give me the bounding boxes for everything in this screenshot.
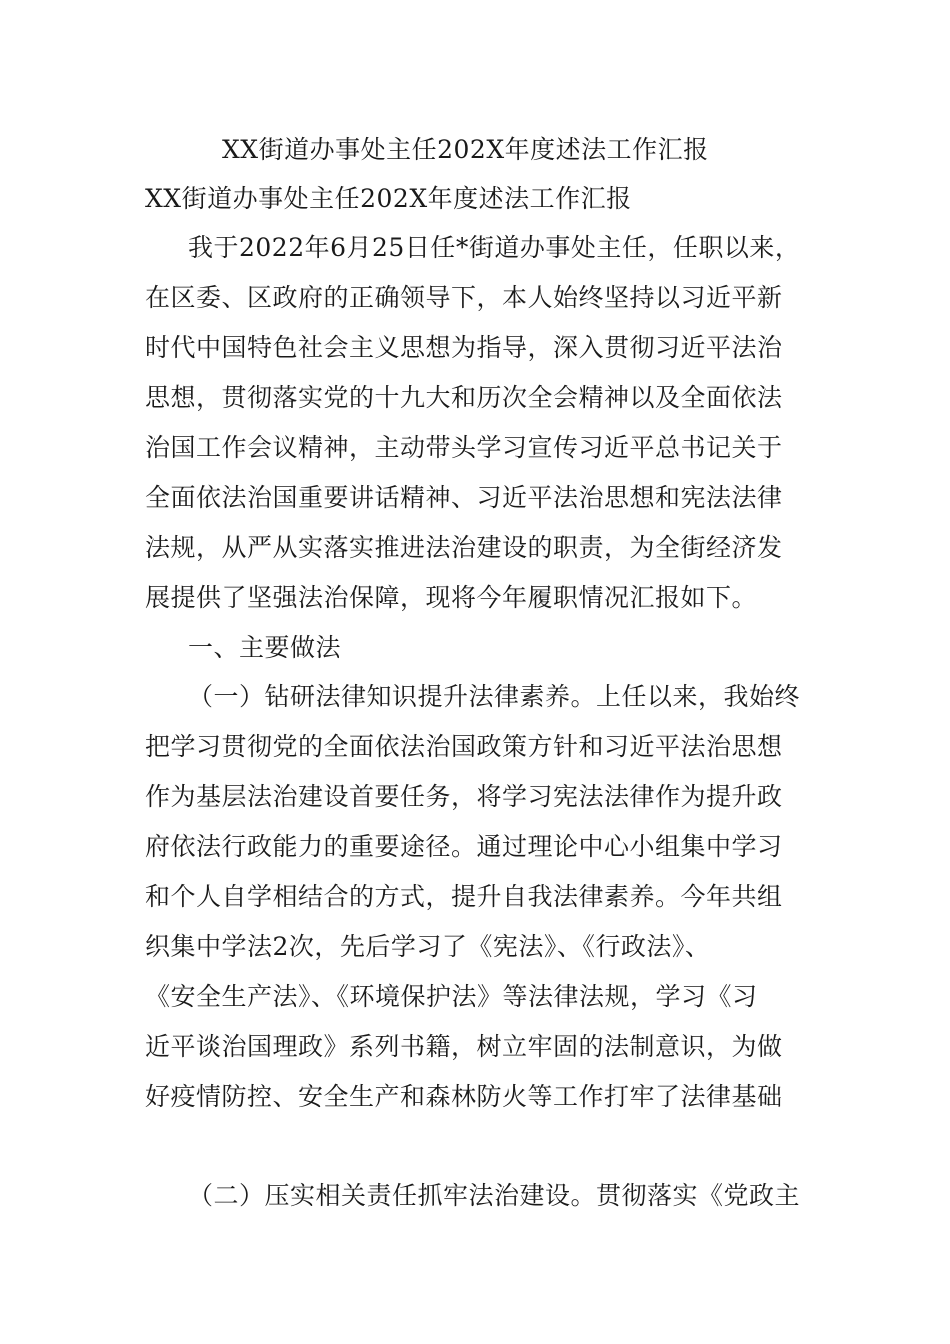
paragraph-line: 治国工作会议精神，主动带头学习宣传习近平总书记关于 (145, 433, 783, 462)
paragraph-line: 好疫情防控、安全生产和森林防火等工作打牢了法律基础 (145, 1082, 783, 1111)
paragraph-line: 在区委、区政府的正确领导下，本人始终坚持以习近平新 (145, 283, 783, 312)
paragraph-line: （一）钻研法律知识提升法律素养。上任以来，我始终 (188, 682, 801, 711)
paragraph-line: 思想，贯彻落实党的十九大和历次全会精神以及全面依法 (145, 383, 783, 412)
paragraph-line: 法规，从严从实落实推进法治建设的职责，为全街经济发 (145, 533, 783, 562)
paragraph-line: 时代中国特色社会主义思想为指导，深入贯彻习近平法治 (145, 333, 783, 362)
paragraph-line: 展提供了坚强法治保障，现将今年履职情况汇报如下。 (145, 583, 758, 612)
paragraph-line: 和个人自学相结合的方式，提升自我法律素养。今年共组 (145, 882, 783, 911)
paragraph-line: （二）压实相关责任抓牢法治建设。贯彻落实《党政主 (188, 1181, 801, 1210)
section-heading: 一、主要做法 (188, 633, 342, 662)
document-title: XX街道办事处主任202X年度述法工作汇报 (222, 135, 709, 164)
paragraph-line: 近平谈治国理政》系列书籍，树立牢固的法制意识，为做 (145, 1032, 783, 1061)
paragraph-line: 全面依法治国重要讲话精神、习近平法治思想和宪法法律 (145, 483, 783, 512)
paragraph-line: 府依法行政能力的重要途径。通过理论中心小组集中学习 (145, 832, 783, 861)
paragraph-line: 把学习贯彻党的全面依法治国政策方针和习近平法治思想 (145, 732, 783, 761)
paragraph-line: 作为基层法治建设首要任务，将学习宪法法律作为提升政 (145, 782, 783, 811)
document-subtitle: XX街道办事处主任202X年度述法工作汇报 (145, 184, 632, 213)
paragraph-line: 织集中学法2次，先后学习了《宪法》、《行政法》、 (145, 932, 711, 961)
paragraph-line: 《安全生产法》、《环境保护法》等法律法规，学习《习 (145, 982, 758, 1011)
paragraph-line: 我于2022年6月25日任*街道办事处主任，任职以来， (188, 233, 801, 262)
